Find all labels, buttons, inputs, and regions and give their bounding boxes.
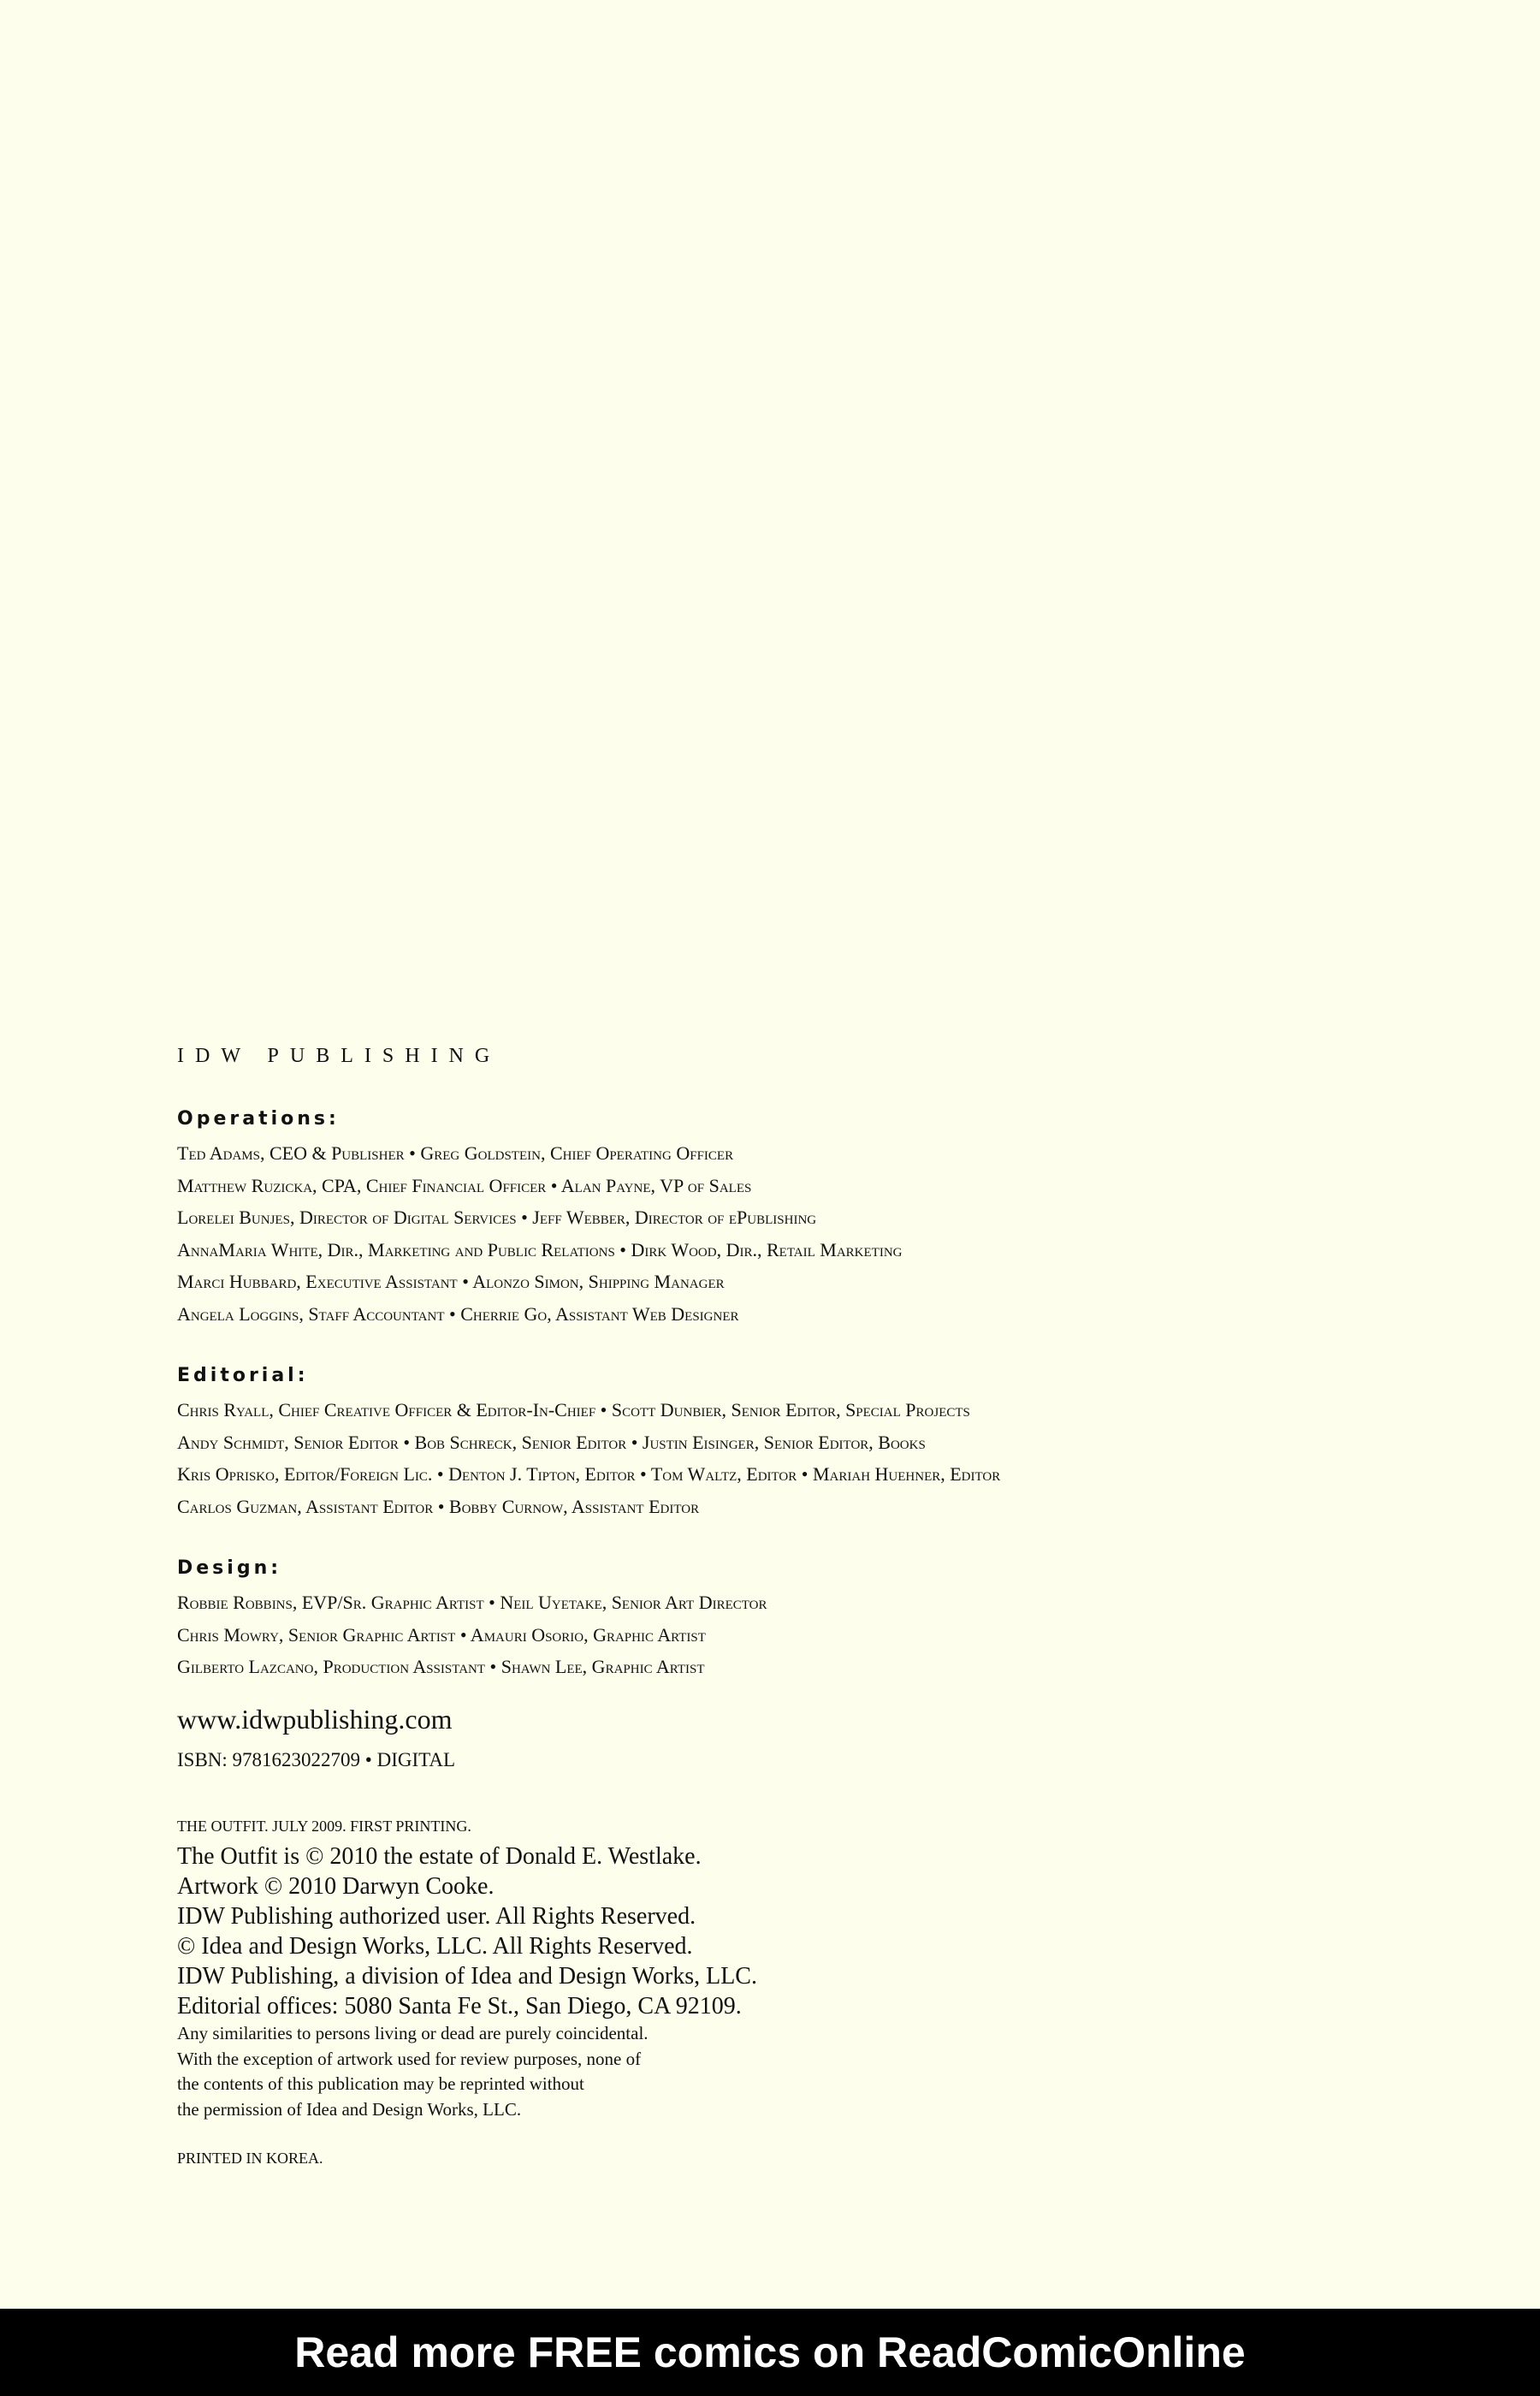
publisher-name: IDW PUBLISHING bbox=[177, 1045, 501, 1067]
printed-in-line: PRINTED IN KOREA. bbox=[177, 2150, 323, 2167]
copyright-line: Artwork © 2010 Darwyn Cooke. bbox=[177, 1873, 495, 1900]
footer-banner-text[interactable]: Read more FREE comics on ReadComicOnline bbox=[294, 2328, 1246, 2376]
isbn-line: ISBN: 9781623022709 • DIGITAL bbox=[177, 1749, 455, 1770]
credit-line: Chris Ryall, Chief Creative Officer & Editor-In-Chief • Scott Dunbier, Senior Editor, Special Projects bbox=[177, 1399, 970, 1420]
credit-line: Ted Adams, CEO & Publisher • Greg Goldstein, Chief Operating Officer bbox=[177, 1142, 734, 1164]
printing-line: THE OUTFIT. JULY 2009. FIRST PRINTING. bbox=[177, 1818, 471, 1835]
copyright-line: IDW Publishing authorized user. All Rights Reserved. bbox=[177, 1903, 696, 1930]
section-heading: Operations: bbox=[177, 1108, 340, 1130]
copyright-line: IDW Publishing, a division of Idea and Design Works, LLC. bbox=[177, 1963, 757, 1990]
credit-line: Andy Schmidt, Senior Editor • Bob Schreck, Senior Editor • Justin Eisinger, Senior Editor, Books bbox=[177, 1431, 926, 1453]
operations-section bbox=[177, 1110, 902, 1330]
copyright-line: The Outfit is © 2010 the estate of Donald E. Westlake. bbox=[177, 1843, 702, 1870]
section-heading: Design: bbox=[177, 1557, 282, 1579]
credit-line: Matthew Ruzicka, CPA, Chief Financial Officer • Alan Payne, VP of Sales bbox=[177, 1174, 752, 1196]
credit-line: Lorelei Bunjes, Director of Digital Services • Jeff Webber, Director of ePublishing bbox=[177, 1207, 817, 1228]
section-heading: Editorial: bbox=[177, 1365, 309, 1386]
credit-line: Chris Mowry, Senior Graphic Artist • Amauri Osorio, Graphic Artist bbox=[177, 1623, 706, 1646]
credit-line: Robbie Robbins, EVP/Sr. Graphic Artist • Neil Uyetake, Senior Art Director bbox=[177, 1592, 767, 1613]
design-section bbox=[177, 1559, 767, 1683]
editorial-section bbox=[177, 1367, 1000, 1522]
credit-line: AnnaMaria White, Dir., Marketing and Public Relations • Dirk Wood, Dir., Retail Marketing bbox=[177, 1238, 903, 1260]
disclaimer-line: the contents of this publication may be reprinted without bbox=[177, 2073, 584, 2094]
footer-banner[interactable] bbox=[0, 2309, 1540, 2396]
copyright-line: © Idea and Design Works, LLC. All Rights Reserved. bbox=[177, 1933, 693, 1960]
publisher-url: www.idwpublishing.com bbox=[177, 1704, 453, 1735]
credit-line: Carlos Guzman, Assistant Editor • Bobby Curnow, Assistant Editor bbox=[177, 1495, 700, 1517]
disclaimer-line: Any similarities to persons living or dead are purely coincidental. bbox=[177, 2023, 649, 2043]
disclaimer-line: With the exception of artwork used for review purposes, none of bbox=[177, 2048, 642, 2069]
disclaimer-line: the permission of Idea and Design Works, LLC. bbox=[177, 2098, 522, 2120]
copyright-line: Editorial offices: 5080 Santa Fe St., San Diego, CA 92109. bbox=[177, 1993, 742, 2019]
credit-line: Angela Loggins, Staff Accountant • Cherrie Go, Assistant Web Designer bbox=[177, 1302, 739, 1325]
legal-notice bbox=[177, 1818, 757, 2122]
credit-line: Kris Oprisko, Editor/Foreign Lic. • Denton J. Tipton, Editor • Tom Waltz, Editor • Mariah Huehner, Editor bbox=[177, 1463, 1001, 1485]
credit-line: Marci Hubbard, Executive Assistant • Alonzo Simon, Shipping Manager bbox=[177, 1271, 725, 1292]
credit-line: Gilberto Lazcano, Production Assistant • Shawn Lee, Graphic Artist bbox=[177, 1656, 705, 1677]
